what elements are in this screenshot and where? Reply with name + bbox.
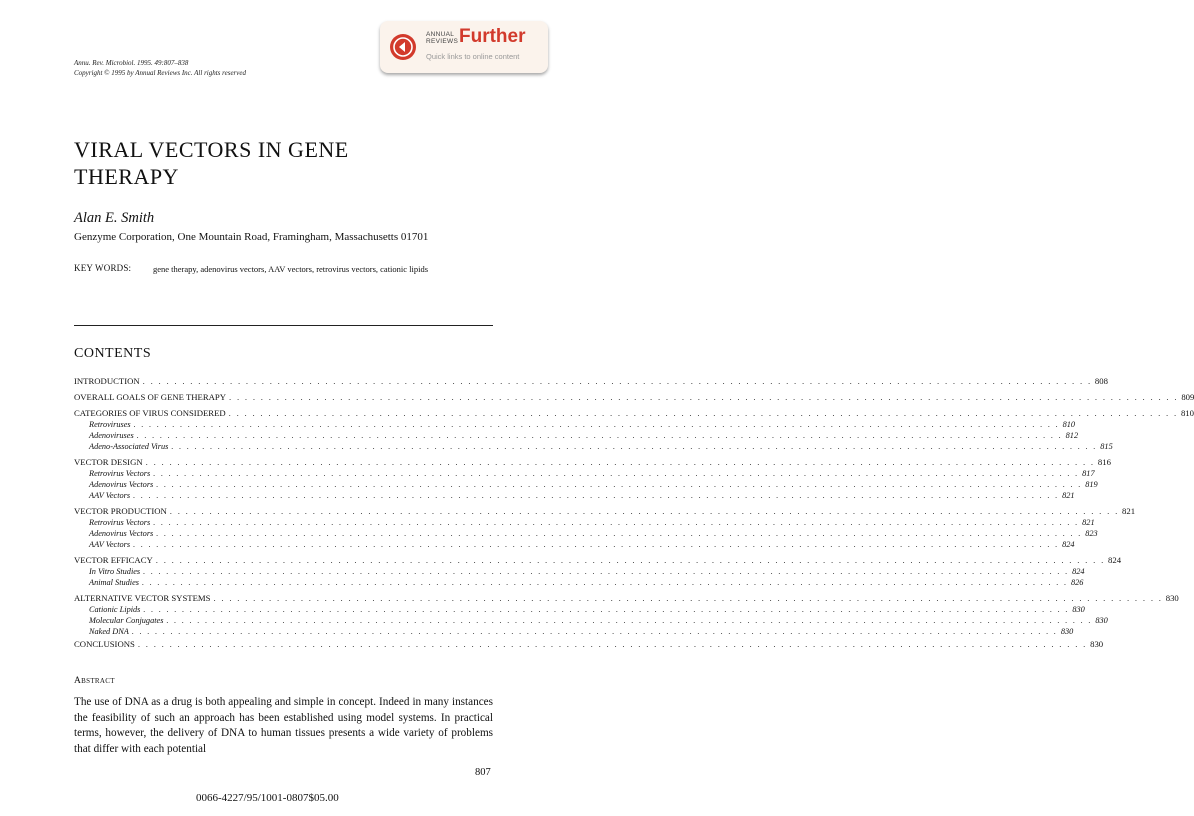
toc-entry[interactable] (74, 639, 1104, 650)
badge-annual-reviews: ANNUAL REVIEWS (426, 31, 459, 45)
toc-entry[interactable] (74, 408, 1194, 419)
author-name: Alan E. Smith (74, 210, 155, 226)
toc-leader-dots: . . . . . . . . . . . . . . . . . . . . . . . . . . . . . . . . . . . . . . . . . . . . . . . . . . . . . . . . . . . . . . . . . . . . . . . . . . . . . . . . . . . . . . . . . . . . . . . . . . . . . . . . . . . . . . . . . . . . . . . . (133, 420, 1060, 429)
toc-entry[interactable] (74, 457, 1111, 468)
toc-entry-page: 823 (1085, 529, 1098, 538)
toc-leader-dots: . . . . . . . . . . . . . . . . . . . . . . . . . . . . . . . . . . . . . . . . . . . . . . . . . . . . . . . . . . . . . . . . . . . . . . . . . . . . . . . . . . . . . . . . . . . . . . . . . . . . . . . . . . . . . . . . . . . . . . . . (153, 518, 1080, 527)
toc-entry-page: 826 (1070, 578, 1084, 587)
toc-entry[interactable] (74, 392, 1194, 403)
toc-entry[interactable] (74, 577, 1084, 588)
toc-entry-label: Adenoviruses (89, 431, 134, 440)
toc-entry[interactable] (74, 626, 1074, 637)
toc-entry[interactable] (74, 604, 1085, 615)
toc-entry-label: Adenovirus Vectors (89, 480, 154, 489)
toc-entry-label: VECTOR DESIGN (74, 457, 143, 467)
page-number: 807 (475, 767, 491, 778)
abstract-body: The use of DNA as a drug is both appealing and simple in concept. Indeed in many instances the feasibility of such an approach has been established using model systems. In practical terms, however, the delivery of DNA to human tissues presents a wide variety of problems that differ with each potential (74, 696, 493, 755)
toc-leader-dots: . . . . . . . . . . . . . . . . . . . . . . . . . . . . . . . . . . . . . . . . . . . . . . . . . . . . . . . . . . . . . . . . . . . . . . . . . . . . . . . . . . . . . . . . . . . . . . . . . . . . . . . . . . . . . . . . . . . . . . . . (153, 469, 1080, 478)
toc-entry-label: In Vitro Studies (89, 567, 141, 576)
toc-leader-dots: . . . . . . . . . . . . . . . . . . . . . . . . . . . . . . . . . . . . . . . . . . . . . . . . . . . . . . . . . . . . . . . . . . . . . . . . . . . . . . . . . . . . . . . . . . . . . . . . . . . . . . . . . . . . . . . . . . . . . . . . (131, 627, 1058, 636)
toc-entry-page: 816 (1097, 457, 1111, 467)
toc-entry-page: 809 (1181, 392, 1194, 402)
badge-further-label: Further (459, 26, 526, 47)
article-title: VIRAL VECTORS IN GENE THERAPY (74, 137, 349, 189)
toc-entry-label: Cationic Lipids (89, 605, 141, 614)
toc-entry-label: AAV Vectors (89, 540, 131, 549)
toc-leader-dots: . . . . . . . . . . . . . . . . . . . . . . . . . . . . . . . . . . . . . . . . . . . . . . . . . . . . . . . . . . . . . . . . . . . . . . . . . . . . . . . . . . . . . . . . . . . . . . . . . . . . . . . . . . . . . . . . . . . . . . . . (156, 529, 1083, 538)
toc-entry-page: 824 (1062, 540, 1075, 549)
toc-entry[interactable] (74, 615, 1108, 626)
toc-entry-label: Adenovirus Vectors (89, 529, 154, 538)
further-badge[interactable] (380, 21, 548, 73)
toc-entry-page: 830 (1060, 627, 1074, 636)
toc-entry-label: INTRODUCTION (74, 376, 140, 386)
toc-entry-page: 812 (1065, 431, 1079, 440)
toc-leader-dots: . . . . . . . . . . . . . . . . . . . . . . . . . . . . . . . . . . . . . . . . . . . . . . . . . . . . . . . . . . . . . . . . . . . . . . . . . . . . . . . . . . . . . . . . . . . . . . . . . . . . . . . . . . . . . . . . . . . . . . . . (155, 555, 1106, 565)
toc-entry-label: Adeno-Associated Virus (89, 442, 169, 451)
toc-entry-page: 808 (1094, 376, 1108, 386)
toc-entry-page: 810 (1180, 408, 1194, 418)
toc-entry[interactable] (74, 468, 1095, 479)
toc-entry-label: AAV Vectors (89, 491, 131, 500)
toc-entry-page: 821 (1082, 518, 1095, 527)
toc-entry[interactable] (74, 528, 1098, 539)
toc-leader-dots: . . . . . . . . . . . . . . . . . . . . . . . . . . . . . . . . . . . . . . . . . . . . . . . . . . . . . . . . . . . . . . . . . . . . . . . . . . . . . . . . . . . . . . . . . . . . . . . . . . . . . . . . . . . . . . . . . . . . . . . . (136, 431, 1063, 440)
toc-entry-page: 824 (1072, 567, 1085, 576)
toc-entry-label: Retroviruses (89, 420, 131, 429)
abstract-heading: Abstract (74, 676, 115, 686)
toc-entry[interactable] (74, 376, 1108, 387)
toc-leader-dots: . . . . . . . . . . . . . . . . . . . . . . . . . . . . . . . . . . . . . . . . . . . . . . . . . . . . . . . . . . . . . . . . . . . . . . . . . . . . . . . . . . . . . . . . . . . . . . . . . . . . . . . . . . . . . . . . . . . . . . . . (133, 540, 1060, 549)
keywords-list: gene therapy, adenovirus vectors, AAV vectors, retrovirus vectors, cationic lipids (153, 264, 429, 274)
toc-entry-page: 824 (1108, 555, 1122, 565)
toc-entry-page: 819 (1085, 480, 1098, 489)
toc-leader-dots: . . . . . . . . . . . . . . . . . . . . . . . . . . . . . . . . . . . . . . . . . . . . . . . . . . . . . . . . . . . . . . . . . . . . . . . . . . . . . . . . . . . . . . . . . . . . . . . . . . . . . . . . . . . . . . . . . . . . . . . . (142, 376, 1092, 386)
toc-entry[interactable] (74, 441, 1113, 452)
journal-citation (74, 58, 246, 78)
toc-leader-dots: . . . . . . . . . . . . . . . . . . . . . . . . . . . . . . . . . . . . . . . . . . . . . . . . . . . . . . . . . . . . . . . . . . . . . . . . . . . . . . . . . . . . . . . . . . . . . . . . . . . . . . . . . . . . . . . . . . . . . . . . (166, 616, 1093, 625)
toc-entry[interactable] (74, 539, 1075, 550)
toc-entry-page: 810 (1062, 420, 1076, 429)
toc-entry[interactable] (74, 490, 1075, 501)
toc-entry[interactable] (74, 555, 1122, 566)
contents-heading: CONTENTS (74, 346, 152, 361)
toc-leader-dots: . . . . . . . . . . . . . . . . . . . . . . . . . . . . . . . . . . . . . . . . . . . . . . . . . . . . . . . . . . . . . . . . . . . . . . . . . . . . . . . . . . . . . . . . . . . . . . . . . . . . . . . . . . . . . . . . . . . . . . . . (171, 442, 1098, 451)
toc-entry-label: Retrovirus Vectors (89, 469, 151, 478)
toc-leader-dots: . . . . . . . . . . . . . . . . . . . . . . . . . . . . . . . . . . . . . . . . . . . . . . . . . . . . . . . . . . . . . . . . . . . . . . . . . . . . . . . . . . . . . . . . . . . . . . . . . . . . . . . . . . . . . . . . . . . . . . . . (156, 480, 1083, 489)
toc-leader-dots: . . . . . . . . . . . . . . . . . . . . . . . . . . . . . . . . . . . . . . . . . . . . . . . . . . . . . . . . . . . . . . . . . . . . . . . . . . . . . . . . . . . . . . . . . . . . . . . . . . . . . . . . . . . . . . . . . . . . . . . . (143, 605, 1070, 614)
toc-entry[interactable] (74, 419, 1076, 430)
toc-entry[interactable] (74, 479, 1098, 490)
section-divider (74, 325, 493, 326)
toc-entry-page: 830 (1165, 593, 1179, 603)
toc-leader-dots: . . . . . . . . . . . . . . . . . . . . . . . . . . . . . . . . . . . . . . . . . . . . . . . . . . . . . . . . . . . . . . . . . . . . . . . . . . . . . . . . . . . . . . . . . . . . . . . . . . . . . . . . . . . . . . . . . . . . . . . . (133, 491, 1060, 500)
toc-entry-page: 830 (1095, 616, 1108, 625)
toc-entry-page: 821 (1062, 491, 1075, 500)
toc-entry-label: Retrovirus Vectors (89, 518, 151, 527)
toc-entry-label: VECTOR PRODUCTION (74, 506, 167, 516)
toc-entry-page: 815 (1100, 442, 1113, 451)
toc-entry-label: VECTOR EFFICACY (74, 555, 153, 565)
article-code: 0066-4227/95/1001-0807$05.00 (196, 792, 339, 804)
toc-entry[interactable] (74, 566, 1085, 577)
toc-entry-label: OVERALL GOALS OF GENE THERAPY (74, 392, 227, 402)
toc-leader-dots: . . . . . . . . . . . . . . . . . . . . . . . . . . . . . . . . . . . . . . . . . . . . . . . . . . . . . . . . . . . . . . . . . . . . . . . . . . . . . . . . . . . . . . . . . . . . . . . . . . . . . . . . . . . . . . . . . . . . . . . . (169, 506, 1120, 516)
toc-leader-dots: . . . . . . . . . . . . . . . . . . . . . . . . . . . . . . . . . . . . . . . . . . . . . . . . . . . . . . . . . . . . . . . . . . . . . . . . . . . . . . . . . . . . . . . . . . . . . . . . . . . . . . . . . . . . . . . . . . . . . . . . (229, 392, 1179, 402)
toc-entry-label: Animal Studies (89, 578, 140, 587)
toc-leader-dots: . . . . . . . . . . . . . . . . . . . . . . . . . . . . . . . . . . . . . . . . . . . . . . . . . . . . . . . . . . . . . . . . . . . . . . . . . . . . . . . . . . . . . . . . . . . . . . . . . . . . . . . . . . . . . . . . . . . . . . . . (228, 408, 1178, 418)
toc-entry-label: CONCLUSIONS (74, 639, 135, 649)
journal-line: Annu. Rev. Microbiol. 1995. 49:807–838 (74, 59, 189, 67)
toc-entry-label: ALTERNATIVE VECTOR SYSTEMS (74, 593, 211, 603)
toc-entry-page: 830 (1090, 639, 1104, 649)
toc-entry-page: 821 (1122, 506, 1136, 516)
keywords-label: KEY WORDS: (74, 263, 132, 273)
toc-entry[interactable] (74, 430, 1079, 441)
toc-leader-dots: . . . . . . . . . . . . . . . . . . . . . . . . . . . . . . . . . . . . . . . . . . . . . . . . . . . . . . . . . . . . . . . . . . . . . . . . . . . . . . . . . . . . . . . . . . . . . . . . . . . . . . . . . . . . . . . . . . . . . . . . (143, 567, 1070, 576)
toc-leader-dots: . . . . . . . . . . . . . . . . . . . . . . . . . . . . . . . . . . . . . . . . . . . . . . . . . . . . . . . . . . . . . . . . . . . . . . . . . . . . . . . . . . . . . . . . . . . . . . . . . . . . . . . . . . . . . . . . . . . . . . . . (145, 457, 1095, 467)
toc-entry[interactable] (74, 593, 1179, 604)
toc-entry-page: 830 (1072, 605, 1085, 614)
back-arrow-icon (390, 34, 416, 60)
toc-entry[interactable] (74, 506, 1136, 517)
copyright-line: Copyright © 1995 by Annual Reviews Inc. All rights reserved (74, 69, 246, 77)
toc-leader-dots: . . . . . . . . . . . . . . . . . . . . . . . . . . . . . . . . . . . . . . . . . . . . . . . . . . . . . . . . . . . . . . . . . . . . . . . . . . . . . . . . . . . . . . . . . . . . . . . . . . . . . . . . . . . . . . . . . . . . . . . . (213, 593, 1163, 603)
toc-entry-label: Molecular Conjugates (89, 616, 164, 625)
badge-subtitle: Quick links to online content (426, 52, 520, 61)
toc-leader-dots: . . . . . . . . . . . . . . . . . . . . . . . . . . . . . . . . . . . . . . . . . . . . . . . . . . . . . . . . . . . . . . . . . . . . . . . . . . . . . . . . . . . . . . . . . . . . . . . . . . . . . . . . . . . . . . . . . . . . . . . . (137, 639, 1088, 649)
author-affiliation: Genzyme Corporation, One Mountain Road, Framingham, Massachusetts 01701 (74, 231, 429, 243)
toc-entry-label: Naked DNA (89, 627, 129, 636)
toc-entry[interactable] (74, 517, 1095, 528)
toc-entry-label: CATEGORIES OF VIRUS CONSIDERED (74, 408, 226, 418)
toc-entry-page: 817 (1082, 469, 1095, 478)
toc-leader-dots: . . . . . . . . . . . . . . . . . . . . . . . . . . . . . . . . . . . . . . . . . . . . . . . . . . . . . . . . . . . . . . . . . . . . . . . . . . . . . . . . . . . . . . . . . . . . . . . . . . . . . . . . . . . . . . . . . . . . . . . . (142, 578, 1068, 587)
